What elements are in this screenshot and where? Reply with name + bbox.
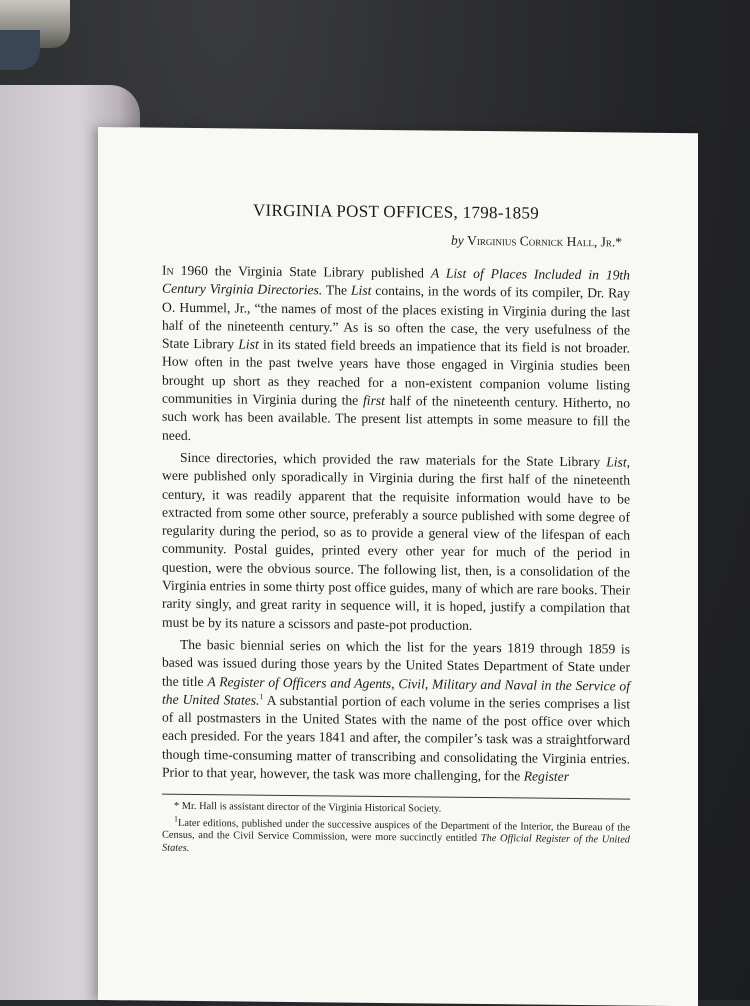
- footnote-1-italic: The Official Register of the United States.: [162, 833, 630, 854]
- paragraph-1-text-a: 1960 the Virginia State Library published: [173, 262, 431, 281]
- article-byline: [162, 230, 630, 251]
- paragraph-3: [162, 636, 630, 787]
- footnote-1: [162, 814, 630, 859]
- footnote-author: * Mr. Hall is assistant director of the Virginia Historical Society.: [174, 801, 442, 815]
- paragraph-2-text-a: Since directories, which provided the raw materials for the State Library: [180, 449, 607, 470]
- byline-prefix: by: [450, 232, 464, 248]
- paragraph-1-lead: In: [162, 262, 174, 278]
- paragraph-2: [162, 449, 630, 637]
- paragraph-1-italic-3: List: [238, 336, 259, 352]
- paragraph-3-text-a: The basic biennial series on which the list for the years 1819 through 1859 is based was issued during those years by the United States Department of State under the title: [162, 636, 630, 689]
- paragraph-2-text-b: were published only sporadically in Virginia during the first half of the nineteenth century, it was readily apparent that the requisite information would have to be extracted from some other source, preferably a source published with some degree of regularity during the period, so as to provide a general view of the lifespan of each community. Postal guides, printed every other year for much of the period in question, were the obvious source. The following list, then, is a consolidation of the Virginia entries in some thirty post office guides, many of which are rare books. Their rarity singly, and great rarity in sequence will, it is hoped, justify a compilation that must be by its nature a scissors and paste-pot production.: [162, 467, 630, 633]
- article-title: VIRGINIA POST OFFICES, 1798-1859: [252, 200, 540, 223]
- paragraph-1-italic-1: A List of Places Included in 19th Century Virginia Directories.: [162, 265, 630, 298]
- paragraph-1-text-e: half of the nineteenth century. Hitherto, no such work has been available. The present list attempts in some measure to fill the need.: [162, 393, 630, 443]
- footnote-ref-1: 1: [259, 691, 264, 702]
- footnote-divider: [162, 794, 630, 800]
- paragraph-1-italic-4: first: [363, 392, 385, 409]
- book-page: [98, 127, 698, 1006]
- footnote-1-text: Later editions, published under the successive auspices of the Department of the Interior, the Bureau of the Census, and the Civil Service Commission, were more succinctly entitled: [162, 817, 630, 845]
- paragraph-3-italic-2: Register: [523, 768, 569, 784]
- paragraph-1-italic-2: List: [350, 282, 372, 299]
- bottle-cap: [0, 30, 40, 70]
- paragraph-1-text-c: contains, in the words of its compiler, Dr. Ray O. Hummel, Jr., “the names of most of the places existing in Virginia during the last half of the nineteenth century.” As is so often the case, the very usefulness of the State Library: [162, 283, 631, 352]
- paragraph-1-text-d: in its stated field breeds an impatience that its field is not broader. How often in the past twelve years have those engaged in Virginia studies been brought up short as they reached for a non-existent companion volume listing communities in Virginia during the: [162, 336, 630, 408]
- paragraph-2-italic-1: List,: [606, 454, 630, 470]
- paragraph-3-text-b: A substantial portion of each volume in the series comprises a list of all postmasters in the United States with the name of the post office over which each presided. For the years 1841 and after, the compiler’s task was a straightforward though time-consuming matter of transcribing and consolidating the Virginia entries. Prior to that year, however, the task was more challenging, for the: [162, 692, 630, 784]
- author-name: Virginius Cornick Hall, Jr.*: [467, 232, 622, 250]
- footnote-1-marker: 1: [174, 814, 178, 824]
- paragraph-1-text-b: The: [322, 282, 351, 298]
- paragraph-1: [162, 262, 630, 450]
- page-content: [162, 200, 630, 860]
- paragraph-3-italic-1: A Register of Officers and Agents, Civil, Military and Naval in the Service of the United States.: [162, 673, 631, 708]
